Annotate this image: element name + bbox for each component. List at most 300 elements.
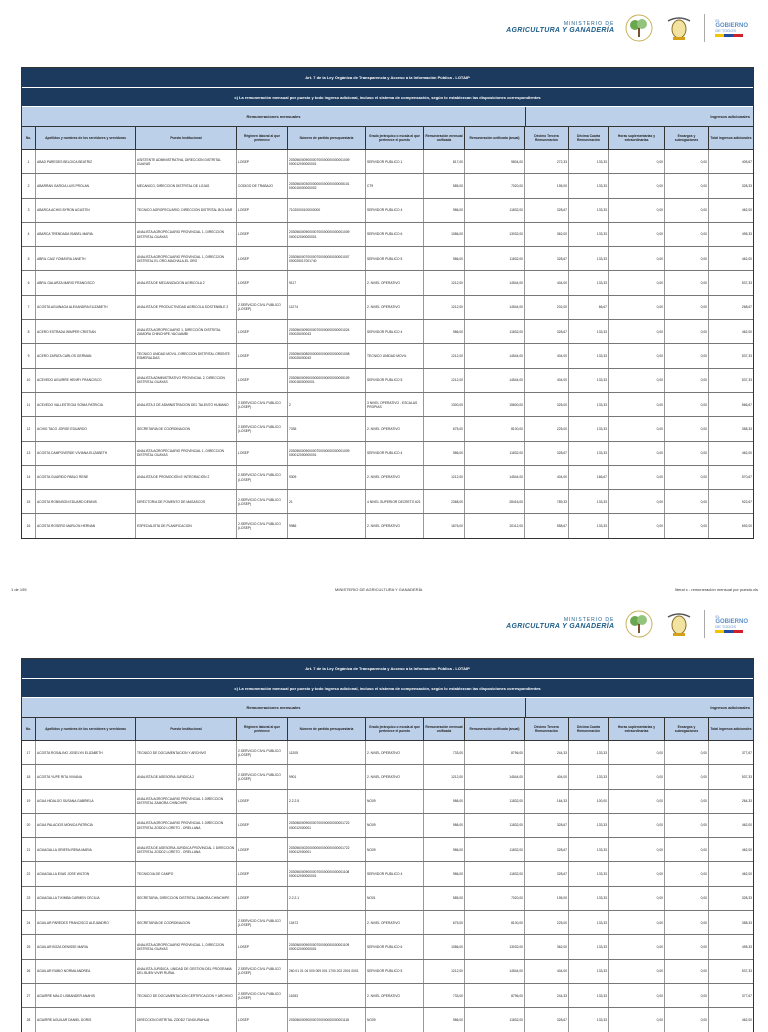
cell-grado: NO09 xyxy=(366,1008,424,1031)
cell-no: 14 xyxy=(22,466,36,489)
footer-filename: literal c - remuneración mensual por puesto.xls xyxy=(675,587,758,592)
cell-encargos: 0,00 xyxy=(665,1008,709,1031)
cell-grado: NO09 xyxy=(366,790,424,813)
cell-total: 566,67 xyxy=(741,402,752,407)
cell-encargos: 0,00 xyxy=(665,741,709,764)
cell-grado: 2. NIVEL OPERATIVO xyxy=(366,296,424,319)
cell-rmu: 1086,00 xyxy=(424,935,465,958)
cell-encargos: 0,00 xyxy=(665,887,709,910)
cell-rmu: 1212,00 xyxy=(424,344,465,367)
table-row xyxy=(22,150,753,174)
cell-anual: 13032,00 xyxy=(465,935,525,958)
cell-decimo-cuarto: 133,33 xyxy=(569,838,609,861)
table-row xyxy=(22,417,753,441)
cell-regimen: LOSEP xyxy=(237,790,288,813)
cell-horas: 0,00 xyxy=(609,247,665,270)
cell-nombres: ABARCA ACHIG BYRON AGUSTIN xyxy=(36,199,136,222)
cell-decimo-cuarto: 133,33 xyxy=(569,514,609,537)
cell-no: 25 xyxy=(22,935,36,958)
cell-encargos: 0,00 xyxy=(665,150,709,173)
header-col-total: Total ingresos adicionales xyxy=(710,135,752,140)
cell-encargos: 0,00 xyxy=(665,223,709,246)
table-row xyxy=(22,369,753,393)
cell-decimo-tercero: 244,33 xyxy=(525,741,569,764)
cell-total: 462,00 xyxy=(741,1017,752,1022)
column-headers xyxy=(22,127,753,150)
cell-partida: 203056000300000000000000000005101 000015000000002 xyxy=(288,174,366,197)
cell-puesto: TECNICO AGROPECUARIO, DIRECCION DISTRITAL BOLIVAR xyxy=(136,199,237,222)
cell-rmu: 1676,00 xyxy=(424,514,465,537)
ministry-logo-2: MINISTERIO DE AGRICULTURA Y GANADERÍA xyxy=(506,617,615,630)
cell-decimo-tercero: 328,67 xyxy=(525,862,569,885)
cell-grado: 2. NIVEL OPERATIVO xyxy=(366,911,424,934)
cell-decimo-tercero: 328,67 xyxy=(525,1008,569,1031)
column-headers xyxy=(22,718,753,741)
cell-puesto: ANALISTA ADMINISTRATIVO PROVINCIAL 2, DIRECCION DISTRITAL GUAYAS xyxy=(136,369,237,392)
cell-encargos: 0,00 xyxy=(665,393,709,416)
cell-total: 377,67 xyxy=(741,750,752,755)
table-row xyxy=(22,466,753,490)
cell-decimo-cuarto: 133,33 xyxy=(569,369,609,392)
cell-rmu: 675,00 xyxy=(424,911,465,934)
cell-no: 3 xyxy=(22,199,36,222)
cell-grado: SERVIDOR PUBLICO 4 xyxy=(366,320,424,343)
cell-total: 462,00 xyxy=(741,256,752,261)
table-row xyxy=(22,442,753,466)
cell-puesto: ANALISTA DE PROMOCIÓN E INTEGRACIÓN 2 xyxy=(136,466,237,489)
coat-of-arms-icon xyxy=(664,13,694,43)
cell-decimo-cuarto: 133,33 xyxy=(569,862,609,885)
cell-regimen: LOSEP xyxy=(237,247,288,270)
cell-anual: 15600,00 xyxy=(465,393,525,416)
cell-decimo-cuarto: 133,33 xyxy=(569,741,609,764)
cell-nombres: ACEVEDO AGUIRRE HENRY FRANCISCO xyxy=(36,369,136,392)
header-col-partida: Número de partida presupuestaria xyxy=(288,127,366,149)
cell-decimo-tercero: 328,67 xyxy=(525,814,569,837)
cell-partida: 21 xyxy=(288,490,366,513)
cell-partida: 2.2.2.5 xyxy=(288,790,366,813)
cell-encargos: 0,00 xyxy=(665,490,709,513)
cell-puesto: ANALISTA AGROPECUARIO PROVINCIAL 1, DIRECCION DISTRITAL GUAYAS xyxy=(136,442,237,465)
cell-nombres: ABRIL CAIZ YOMAYRA JANETH xyxy=(36,247,136,270)
ministry-logo: MINISTERIO DE AGRICULTURA Y GANADERÍA xyxy=(506,21,615,34)
cell-no: 12 xyxy=(22,417,36,440)
cell-nombres: AGUILAR PAREDES FRANCISCO ALEJANDRO xyxy=(36,911,136,934)
cell-anual: 14544,00 xyxy=(465,960,525,983)
table-row xyxy=(22,296,753,320)
cell-partida: 10472 xyxy=(288,911,366,934)
cell-no: 7 xyxy=(22,296,36,319)
cell-horas: 0,00 xyxy=(609,271,665,294)
group-headers xyxy=(22,107,753,127)
cell-total: 405,67 xyxy=(741,159,752,164)
cell-anual: 14544,00 xyxy=(465,466,525,489)
cell-grado: TECNICO UNIDAD MOVIL xyxy=(366,344,424,367)
cell-grado: 2. NIVEL OPERATIVO xyxy=(366,765,424,788)
cell-total: 692,00 xyxy=(741,524,752,529)
cell-rmu: 817,00 xyxy=(424,150,465,173)
cell-puesto: TECNICO UNIDAD MOVIL, DIRECCION DISTRITAL ORIENTE ESMERALDAS xyxy=(136,344,237,367)
header-col-decimo-tercero: Décimo Tercera Remuneración xyxy=(525,127,569,149)
table-row xyxy=(22,247,753,271)
header-col-encargos: Encargos y subrogaciones xyxy=(665,127,709,149)
cell-horas: 0,00 xyxy=(609,417,665,440)
cell-horas: 0,00 xyxy=(609,442,665,465)
cell-encargos: 0,00 xyxy=(665,320,709,343)
cell-grado: CT9 xyxy=(366,174,424,197)
cell-horas: 0,00 xyxy=(609,514,665,537)
table-row xyxy=(22,984,753,1008)
cell-puesto: TECNICO/A DE CAMPO xyxy=(136,862,237,885)
cell-anual: 11832,00 xyxy=(465,247,525,270)
cell-grado: SERVIDOR PUBLICO 4 xyxy=(366,199,424,222)
cell-nombres: ABAD PAREDES BELGICA BEATRIZ xyxy=(36,150,136,173)
cell-partida: 203056000900000700000000000001009 000012000000001 xyxy=(288,223,366,246)
table-row xyxy=(22,862,753,886)
cell-nombres: ACOSTA ROSERO MARLON HERNAN xyxy=(36,514,136,537)
cell-decimo-tercero: 325,00 xyxy=(525,393,569,416)
header-col-grado: Grado jerárquico o escala al que pertenece el puesto xyxy=(366,718,424,740)
group-headers xyxy=(22,698,753,718)
cell-decimo-tercero: 404,00 xyxy=(525,344,569,367)
cell-regimen: 2.SERVICIO CIVIL PUBLICO (LOSEP) xyxy=(237,984,288,1007)
cell-decimo-tercero: 404,00 xyxy=(525,765,569,788)
table-row xyxy=(22,490,753,514)
cell-total: 358,33 xyxy=(741,426,752,431)
cell-anual: 11832,00 xyxy=(465,862,525,885)
cell-decimo-tercero: 404,00 xyxy=(525,271,569,294)
cell-horas: 0,00 xyxy=(609,935,665,958)
cell-nombres: ACOSTA GUARIDO PABLO RENE xyxy=(36,466,136,489)
cell-total: 537,33 xyxy=(741,353,752,358)
cell-decimo-cuarto: 133,33 xyxy=(569,960,609,983)
cell-anual: 28416,00 xyxy=(465,490,525,513)
cell-puesto: ANALISTA DE ASESORIA JURIDICA 2 xyxy=(136,765,237,788)
cell-decimo-cuarto: 133,33 xyxy=(569,417,609,440)
cell-rmu: 1086,00 xyxy=(424,223,465,246)
cell-decimo-tercero: 272,33 xyxy=(525,150,569,173)
cell-total: 462,00 xyxy=(741,329,752,334)
cell-decimo-cuarto: 133,33 xyxy=(569,150,609,173)
cell-no: 26 xyxy=(22,960,36,983)
cell-no: 17 xyxy=(22,741,36,764)
cell-horas: 0,00 xyxy=(609,490,665,513)
cell-rmu: 986,00 xyxy=(424,862,465,885)
cell-decimo-tercero: 328,67 xyxy=(525,199,569,222)
cell-decimo-tercero: 244,33 xyxy=(525,984,569,1007)
cell-horas: 0,00 xyxy=(609,223,665,246)
cell-encargos: 0,00 xyxy=(665,935,709,958)
cell-regimen: 2.SERVICIO CIVIL PUBLICO (LOSEP) xyxy=(237,960,288,983)
cell-grado: 3 NIVEL OPERATIVO - ESCALAS PROPIAS xyxy=(366,393,424,416)
cell-nombres: AGUIRRE AGUILAR DANIEL DORIS xyxy=(36,1008,136,1031)
cell-anual: 11832,00 xyxy=(465,442,525,465)
cell-no: 21 xyxy=(22,838,36,861)
cell-regimen: LOSEP xyxy=(237,814,288,837)
cell-horas: 0,00 xyxy=(609,320,665,343)
cell-rmu: 1212,00 xyxy=(424,466,465,489)
cell-puesto: DIRECCION DISTRITAL ZODD2 TUNGURAHUA xyxy=(136,1008,237,1031)
cell-rmu: 1300,00 xyxy=(424,393,465,416)
cell-total: 495,33 xyxy=(741,232,752,237)
cell-horas: 0,00 xyxy=(609,1008,665,1031)
cell-anual: 7020,00 xyxy=(465,174,525,197)
cell-regimen: LOSEP xyxy=(237,862,288,885)
cell-rmu: 1212,00 xyxy=(424,765,465,788)
cell-nombres: ACOSTA YUPE RITA VIVIANA xyxy=(36,765,136,788)
cell-partida: 203056000200000000000000000001722 000012000001 xyxy=(288,838,366,861)
table-row xyxy=(22,393,753,417)
header-logos xyxy=(506,10,748,46)
cell-anual: 14544,00 xyxy=(465,369,525,392)
cell-horas: 0,00 xyxy=(609,344,665,367)
cell-rmu: 986,00 xyxy=(424,442,465,465)
table-subtitle: c) La remuneración mensual por puesto y todo ingreso adicional, incluso el sistema de compensación, según lo establezcan las disposiciones correspondientes xyxy=(22,679,753,698)
table-row xyxy=(22,514,753,537)
cell-anual: 11832,00 xyxy=(465,1008,525,1031)
cell-puesto: TECNICO DE DOCUMENTACION Y ARCHIVO xyxy=(136,741,237,764)
cell-no: 8 xyxy=(22,320,36,343)
cell-grado: SERVIDOR PUBLICO 5 xyxy=(366,247,424,270)
cell-regimen: LOSEP xyxy=(237,271,288,294)
cell-no: 19 xyxy=(22,790,36,813)
cell-puesto: ANALISTA AGROPECUARIO PROVINCIAL 1, DIRECCION DISTRITAL GUAYAS xyxy=(136,935,237,958)
cell-partida: 203056000900000700000000000001108 000012000000001 xyxy=(288,862,366,885)
header-col-horas: Horas suplementarias y extraordinarias xyxy=(609,127,665,149)
cell-horas: 0,00 xyxy=(609,369,665,392)
cell-partida: 11083 xyxy=(288,984,366,1007)
cell-encargos: 0,00 xyxy=(665,838,709,861)
cell-nombres: ACERO ESTRADA WIMPER CRISTIAN xyxy=(36,320,136,343)
cell-decimo-cuarto: 133,33 xyxy=(569,247,609,270)
cell-decimo-cuarto: 133,33 xyxy=(569,320,609,343)
cell-rmu: 733,00 xyxy=(424,741,465,764)
table-row xyxy=(22,765,753,789)
cell-encargos: 0,00 xyxy=(665,514,709,537)
cell-horas: 0,00 xyxy=(609,984,665,1007)
cell-decimo-tercero: 789,33 xyxy=(525,490,569,513)
header-col-horas: Horas suplementarias y extraordinarias xyxy=(609,718,665,740)
cell-nombres: ABRIL GALARZA MARIO FRANCISCO xyxy=(36,271,136,294)
cell-total: 570,67 xyxy=(741,475,752,480)
cell-total: 462,00 xyxy=(741,823,752,828)
cell-horas: 0,00 xyxy=(609,765,665,788)
cell-decimo-cuarto: 133,33 xyxy=(569,911,609,934)
cell-decimo-tercero: 195,00 xyxy=(525,887,569,910)
header-col-puesto: Puesto Institucional xyxy=(136,127,237,149)
cell-regimen: LOSEP xyxy=(237,1008,288,1031)
cell-no: 2 xyxy=(22,174,36,197)
cell-nombres: ACOSTA CAMPOVERDE VIVIANA ELIZABETH xyxy=(36,442,136,465)
cell-partida: 203056000900000700000000000001109 000012000000001 xyxy=(288,935,366,958)
cell-rmu: 986,00 xyxy=(424,814,465,837)
cell-partida: 11274 xyxy=(288,296,366,319)
cell-grado: 4 NIVEL SUPERIOR DECRETO 621 xyxy=(366,490,424,513)
cell-grado: 2. NIVEL OPERATIVO xyxy=(366,984,424,1007)
cell-decimo-cuarto: 133,33 xyxy=(569,935,609,958)
cell-horas: 0,00 xyxy=(609,296,665,319)
remuneration-table-page-1 xyxy=(21,67,754,539)
header-logos-2 xyxy=(506,606,748,642)
tree-emblem-icon xyxy=(624,13,654,43)
cell-nombres: ACHIG TACO JORGE EDUARDO xyxy=(36,417,136,440)
cell-total: 922,67 xyxy=(741,499,752,504)
cell-rmu: 986,00 xyxy=(424,247,465,270)
cell-regimen: LOSEP xyxy=(237,838,288,861)
cell-decimo-tercero: 404,00 xyxy=(525,369,569,392)
cell-partida: 7335 xyxy=(288,417,366,440)
cell-anual: 14544,00 xyxy=(465,344,525,367)
cell-encargos: 0,00 xyxy=(665,199,709,222)
cell-grado: SERVIDOR PUBLICO 1 xyxy=(366,150,424,173)
cell-puesto: ANALISTA DE MECANIZACION AGRICOLA 2 xyxy=(136,271,237,294)
cell-encargos: 0,00 xyxy=(665,765,709,788)
cell-decimo-cuarto: 66,67 xyxy=(569,296,609,319)
cell-nombres: ABARCA TRENDADA ISABEL MARIA xyxy=(36,223,136,246)
footer-center: MINISTERIO DE AGRICULTURA Y GANADERÍA xyxy=(335,587,423,592)
cell-total: 462,00 xyxy=(741,208,752,213)
header-col-puesto: Puesto Institucional xyxy=(136,718,237,740)
cell-nombres: AGUAGALLA TIXIMBA CARMEN CECILIA xyxy=(36,887,136,910)
cell-horas: 0,00 xyxy=(609,150,665,173)
cell-encargos: 0,00 xyxy=(665,442,709,465)
cell-anual: 14544,00 xyxy=(465,296,525,319)
cell-regimen: LOSEP xyxy=(237,369,288,392)
cell-puesto: ANALISTA AGROPECUARIO PROVINCIAL 1 DIRECCION DISTRITAL ZODD2 LORETO - ORELLANA xyxy=(136,814,237,837)
cell-rmu: 986,00 xyxy=(424,320,465,343)
cell-partida: 9901 xyxy=(288,765,366,788)
table-subtitle: c) La remuneración mensual por puesto y todo ingreso adicional, incluso el sistema de compensación, según lo establezcan las disposiciones correspondientes xyxy=(22,88,753,107)
cell-decimo-cuarto: 133,33 xyxy=(569,765,609,788)
table-row xyxy=(22,911,753,935)
cell-total: 537,33 xyxy=(741,774,752,779)
cell-regimen: 2.SERVICIO CIVIL PUBLICO (LOSEP) xyxy=(237,393,288,416)
cell-encargos: 0,00 xyxy=(665,960,709,983)
table-row xyxy=(22,271,753,295)
cell-grado: NO09 xyxy=(366,814,424,837)
cell-total: 268,67 xyxy=(741,305,752,310)
cell-no: 15 xyxy=(22,490,36,513)
coat-of-arms-icon xyxy=(664,609,694,639)
cell-partida: 203056000900000700000000000001009 000012000000001 xyxy=(288,150,366,173)
header-col-no: No. xyxy=(22,127,36,149)
cell-grado: NO01 xyxy=(366,887,424,910)
cell-horas: 0,00 xyxy=(609,838,665,861)
header-col-regimen: Régimen laboral al que pertenece xyxy=(237,127,288,149)
cell-rmu: 2368,00 xyxy=(424,490,465,513)
cell-regimen: LOSEP xyxy=(237,223,288,246)
cell-nombres: ACOSTA ROBINSON EDUARD DENNIS xyxy=(36,490,136,513)
cell-decimo-cuarto: 133,33 xyxy=(569,1008,609,1031)
table-body xyxy=(22,150,753,538)
header-col-nombres: Apellidos y nombres de los servidores y servidoras xyxy=(36,718,136,740)
cell-decimo-tercero: 202,00 xyxy=(525,296,569,319)
cell-anual: 8796,00 xyxy=(465,984,525,1007)
cell-encargos: 0,00 xyxy=(665,911,709,934)
cell-partida: 2 xyxy=(288,393,366,416)
cell-no: 22 xyxy=(22,862,36,885)
remuneration-table-page-2 xyxy=(21,658,754,1032)
table-body xyxy=(22,741,753,1032)
cell-regimen: 2.SERVICIO CIVIL PUBLICO (LOSEP) xyxy=(237,765,288,788)
cell-encargos: 0,00 xyxy=(665,466,709,489)
cell-decimo-cuarto: 133,33 xyxy=(569,814,609,837)
cell-rmu: 585,00 xyxy=(424,887,465,910)
cell-partida: 2.2.2.1 xyxy=(288,887,366,910)
cell-nombres: AGUIRRE MALO LISBANDER ANAHIS xyxy=(36,984,136,1007)
cell-no: 28 xyxy=(22,1008,36,1031)
cell-puesto: ESPECIALISTA DE PLANIFICACION xyxy=(136,514,237,537)
gobierno-logo: EL GOBIERNO DE TODOS xyxy=(715,19,748,37)
cell-nombres: AGUILAR BOZA DENISSE MARIA xyxy=(36,935,136,958)
cell-decimo-tercero: 558,67 xyxy=(525,514,569,537)
table-row xyxy=(22,1008,753,1031)
cell-encargos: 0,00 xyxy=(665,369,709,392)
cell-anual: 7020,00 xyxy=(465,887,525,910)
cell-decimo-cuarto: 133,33 xyxy=(569,490,609,513)
cell-total: 537,33 xyxy=(741,281,752,286)
cell-decimo-cuarto: 100,00 xyxy=(569,790,609,813)
table-row xyxy=(22,935,753,959)
cell-rmu: 585,00 xyxy=(424,174,465,197)
cell-nombres: ACEVEDO VALLESTEGUI SONIA PATRICIA xyxy=(36,393,136,416)
cell-rmu: 986,00 xyxy=(424,838,465,861)
cell-anual: 14544,00 xyxy=(465,765,525,788)
table-row xyxy=(22,887,753,911)
cell-decimo-cuarto: 133,33 xyxy=(569,442,609,465)
cell-regimen: 2.SERVICIO CIVIL PUBLICO (LOSEP) xyxy=(237,296,288,319)
cell-regimen: 2.SERVICIO CIVIL PUBLICO (LOSEP) xyxy=(237,490,288,513)
header-col-partida: Número de partida presupuestaria xyxy=(288,718,366,740)
cell-no: 9 xyxy=(22,344,36,367)
cell-decimo-tercero: 404,00 xyxy=(525,960,569,983)
cell-no: 4 xyxy=(22,223,36,246)
header-col-grado: Grado jerárquico o escala al que pertenece el puesto xyxy=(366,127,424,149)
cell-decimo-cuarto: 133,33 xyxy=(569,344,609,367)
cell-decimo-cuarto: 166,67 xyxy=(569,466,609,489)
cell-partida: 9117 xyxy=(288,271,366,294)
cell-horas: 0,00 xyxy=(609,862,665,885)
header-col-decimo-cuarto: Décima Cuarta Remuneración xyxy=(569,718,609,740)
group-ingresos: Ingresos adicionales xyxy=(710,705,750,710)
cell-partida: 11205 xyxy=(288,741,366,764)
cell-puesto: ASISTENTE ADMINISTRATIVA, DIRECCION DISTRITAL GUAYAS xyxy=(136,150,237,173)
cell-nombres: AGUA PALACIOS MONICA PATRICIA xyxy=(36,814,136,837)
cell-puesto: SECRETARIA, DIRECCION DISTRITAL ZAMORA CHINCHIPE xyxy=(136,887,237,910)
cell-grado: SERVIDOR PUBLICO 5 xyxy=(366,960,424,983)
cell-total: 495,33 xyxy=(741,944,752,949)
cell-no: 16 xyxy=(22,514,36,537)
cell-anual: 11832,00 xyxy=(465,790,525,813)
cell-regimen: 2.SERVICIO CIVIL PUBLICO (LOSEP) xyxy=(237,417,288,440)
group-remuneraciones: Remuneraciones mensuales xyxy=(22,698,526,717)
cell-horas: 0,00 xyxy=(609,741,665,764)
table-row xyxy=(22,320,753,344)
header-col-rmu: Remuneración mensual unificada xyxy=(424,718,465,740)
cell-decimo-tercero: 328,67 xyxy=(525,442,569,465)
cell-decimo-tercero: 164,33 xyxy=(525,790,569,813)
cell-decimo-tercero: 328,67 xyxy=(525,247,569,270)
header-col-encargos: Encargos y subrogaciones xyxy=(665,718,709,740)
cell-regimen: LOSEP xyxy=(237,887,288,910)
cell-encargos: 0,00 xyxy=(665,271,709,294)
cell-decimo-tercero: 362,00 xyxy=(525,935,569,958)
cell-grado: 2. NIVEL OPERATIVO xyxy=(366,417,424,440)
cell-no: 5 xyxy=(22,247,36,270)
cell-rmu: 986,00 xyxy=(424,1008,465,1031)
cell-partida: 203056000900000700000000000001722 000012000001 xyxy=(288,814,366,837)
cell-regimen: CODIGO DE TRABAJO xyxy=(237,174,288,197)
